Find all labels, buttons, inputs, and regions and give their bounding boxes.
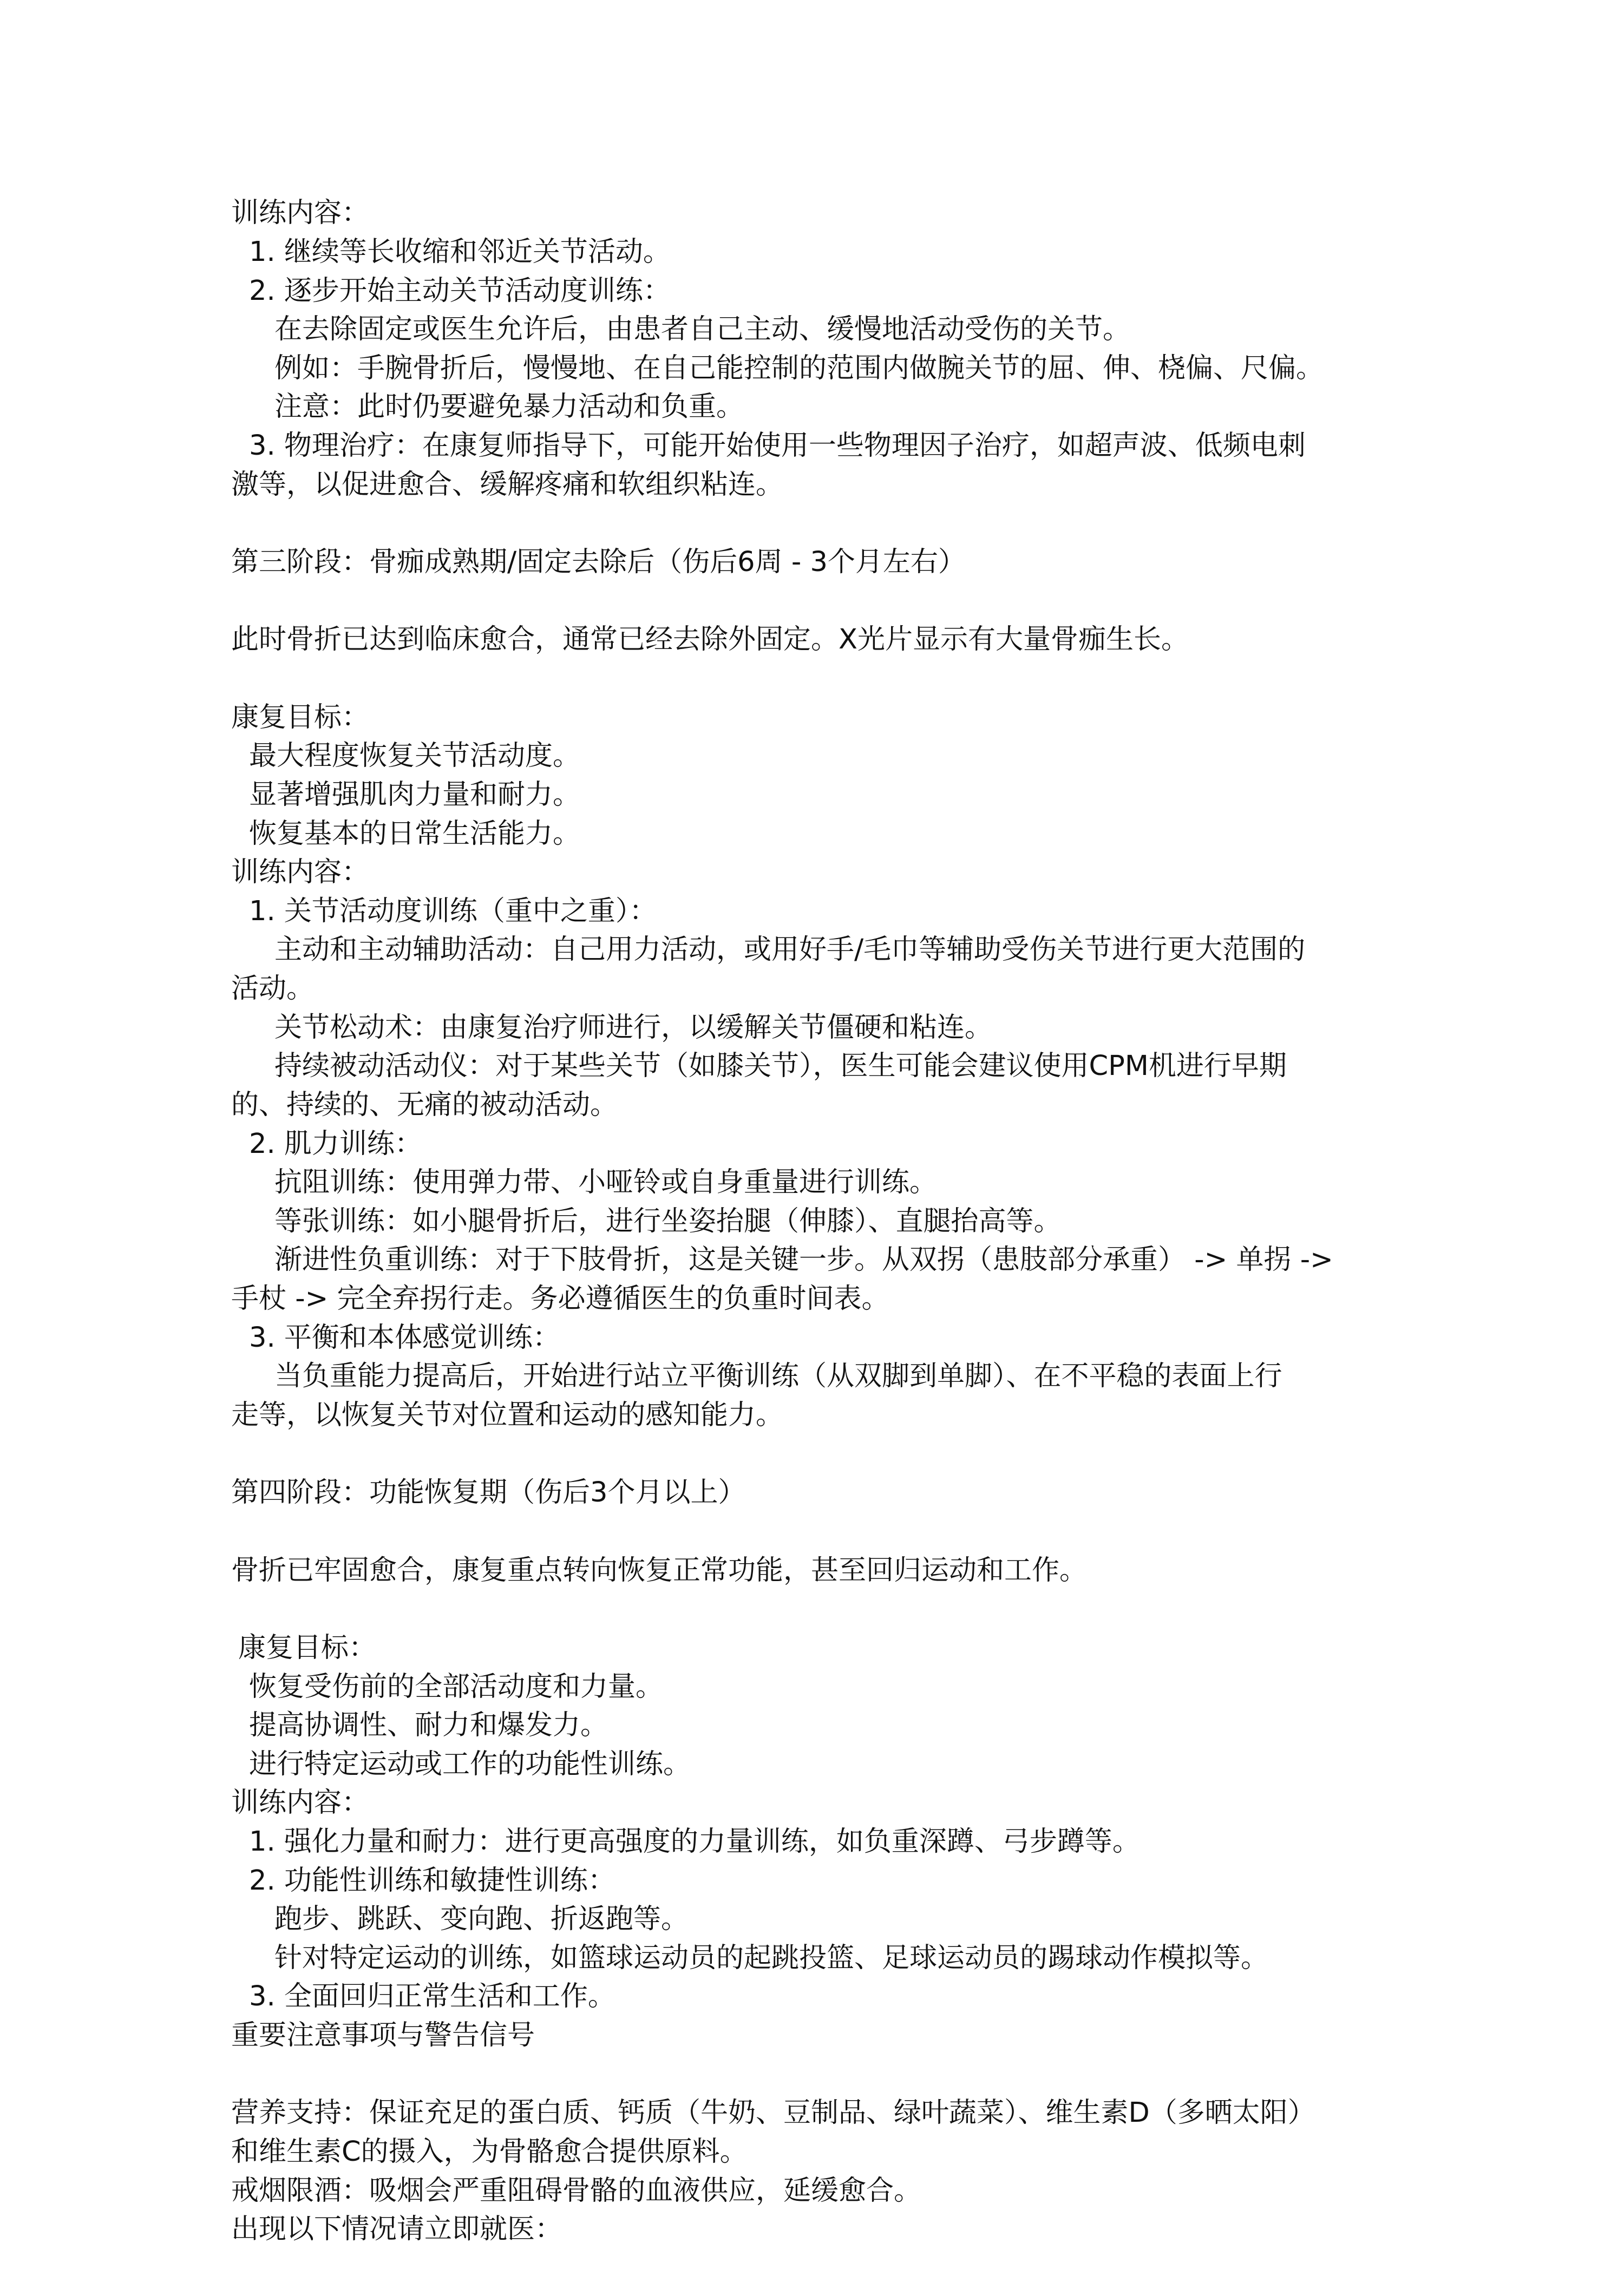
paragraph-line: 激等，以促进愈合、缓解疼痛和软组织粘连。	[231, 469, 784, 501]
list-item: 3. 平衡和本体感觉训练：	[249, 1322, 560, 1354]
list-item: 3. 全面回归正常生活和工作。	[249, 1981, 615, 2012]
section-heading-training-content: 训练内容：	[231, 1787, 370, 1819]
list-item: 2. 逐步开始主动关节活动度训练：	[249, 275, 671, 307]
section-heading-training-content: 训练内容：	[231, 856, 370, 888]
section-heading-rehab-goals: 康复目标：	[238, 1632, 377, 1664]
paragraph-line: 走等，以恢复关节对位置和运动的感知能力。	[231, 1399, 784, 1431]
list-subitem: 主动和主动辅助活动：自己用力活动，或用好手/毛巾等辅助受伤关节进行更大范围的	[274, 934, 1306, 966]
list-item: 2. 肌力训练：	[249, 1128, 422, 1160]
goal-item: 进行特定运动或工作的功能性训练。	[249, 1748, 691, 1780]
goal-item: 显著增强肌肉力量和耐力。	[249, 779, 581, 811]
goal-item: 恢复基本的日常生活能力。	[249, 818, 581, 850]
paragraph-line: 营养支持：保证充足的蛋白质、钙质（牛奶、豆制品、绿叶蔬菜）、维生素D（多晒太阳）	[231, 2097, 1315, 2129]
stage-heading: 第四阶段：功能恢复期（伤后3个月以上）	[231, 1477, 746, 1509]
list-subitem: 抗阻训练：使用弹力带、小哑铃或自身重量进行训练。	[274, 1166, 938, 1198]
stage-heading: 第三阶段：骨痂成熟期/固定去除后（伤后6周 - 3个月左右）	[231, 546, 966, 578]
list-subitem: 在去除固定或医生允许后，由患者自己主动、缓慢地活动受伤的关节。	[274, 313, 1131, 345]
section-heading-precautions: 重要注意事项与警告信号	[231, 2019, 535, 2051]
list-subitem: 等张训练：如小腿骨折后，进行坐姿抬腿（伸膝）、直腿抬高等。	[274, 1205, 1062, 1237]
paragraph-line: 手杖 -> 完全弃拐行走。务必遵循医生的负重时间表。	[231, 1283, 889, 1315]
list-subitem: 跑步、跳跃、变向跑、折返跑等。	[274, 1903, 689, 1935]
paragraph-line: 戒烟限酒：吸烟会严重阻碍骨骼的血液供应，延缓愈合。	[231, 2175, 922, 2207]
list-subitem: 渐进性负重训练：对于下肢骨折，这是关键一步。从双拐（患肢部分承重） -> 单拐 ->	[274, 1244, 1333, 1276]
list-item: 1. 关节活动度训练（重中之重）：	[249, 895, 657, 927]
list-item: 3. 物理治疗：在康复师指导下，可能开始使用一些物理因子治疗，如超声波、低频电刺	[249, 430, 1306, 462]
section-heading-training-content: 训练内容：	[231, 197, 370, 229]
goal-item: 提高协调性、耐力和爆发力。	[249, 1709, 608, 1741]
goal-item: 最大程度恢复关节活动度。	[249, 740, 581, 772]
list-subitem: 注意：此时仍要避免暴力活动和负重。	[274, 391, 744, 423]
list-subitem: 持续被动活动仪：对于某些关节（如膝关节），医生可能会建议使用CPM机进行早期	[274, 1050, 1287, 1082]
paragraph-line: 出现以下情况请立即就医：	[231, 2213, 563, 2245]
paragraph-line: 的、持续的、无痛的被动活动。	[231, 1089, 618, 1121]
list-subitem: 关节松动术：由康复治疗师进行，以缓解关节僵硬和粘连。	[274, 1012, 993, 1044]
list-subitem: 针对特定运动的训练，如篮球运动员的起跳投篮、足球运动员的踢球动作模拟等。	[274, 1942, 1269, 1974]
paragraph-line: 和维生素C的摄入，为骨骼愈合提供原料。	[231, 2136, 748, 2168]
list-subitem: 例如：手腕骨折后，慢慢地、在自己能控制的范围内做腕关节的屈、伸、桡偏、尺偏。	[274, 352, 1324, 384]
paragraph: 此时骨折已达到临床愈合，通常已经去除外固定。X光片显示有大量骨痂生长。	[231, 624, 1189, 655]
paragraph-line: 活动。	[231, 973, 315, 1005]
list-item: 1. 强化力量和耐力：进行更高强度的力量训练，如负重深蹲、弓步蹲等。	[249, 1826, 1140, 1858]
list-subitem: 当负重能力提高后，开始进行站立平衡训练（从双脚到单脚）、在不平稳的表面上行	[274, 1360, 1282, 1392]
paragraph: 骨折已牢固愈合，康复重点转向恢复正常功能，甚至回归运动和工作。	[231, 1555, 1088, 1586]
list-item: 1. 继续等长收缩和邻近关节活动。	[249, 236, 671, 268]
section-heading-rehab-goals: 康复目标：	[231, 701, 370, 733]
goal-item: 恢复受伤前的全部活动度和力量。	[249, 1671, 664, 1703]
list-item: 2. 功能性训练和敏捷性训练：	[249, 1865, 615, 1897]
